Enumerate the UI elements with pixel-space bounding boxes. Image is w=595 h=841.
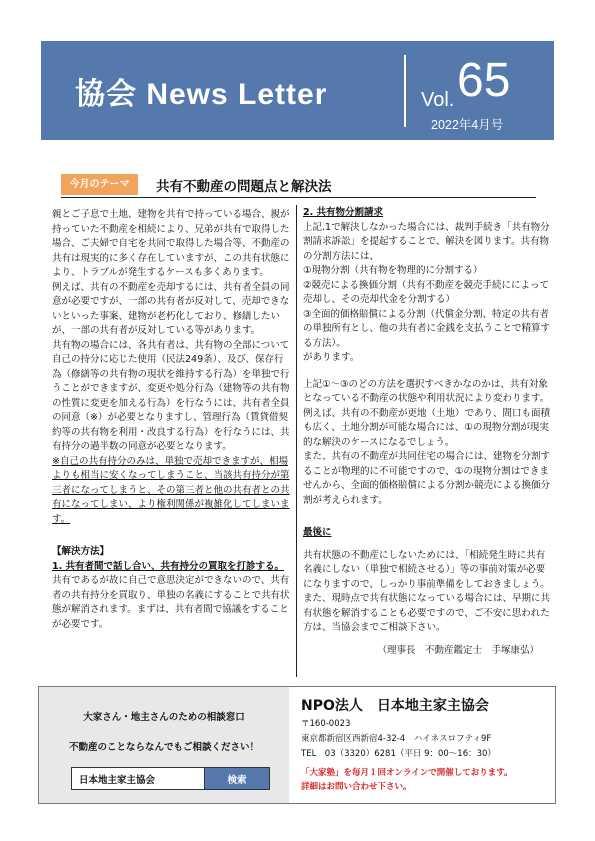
seminar-notice-detail: 詳細はお問い合わせ下さい。 <box>301 782 412 792</box>
telephone: TEL 03（3320）6281（平日 9：00～16：30） <box>301 749 496 759</box>
conclusion-text-2: また、現時点で共有状態になっている場合には、早期に共有状態を解消することも必要ですので、ご不安に思われた方は、当協会までご相談下さい。 <box>303 593 551 633</box>
method-3: ③全面的価格賠償による分割（代償金分割、特定の共有者の単独所有とし、他の共有者に金銭を支払うことで精算する方法）。 <box>303 308 551 349</box>
volume-number: 65 <box>457 54 511 107</box>
conclusion-text-1: 共有状態の不動産にしないためには、「相続発生時に共有名義にしない（単独で相続させる）」等の事前対策が必要になりますので、しっかり事前準備をしておきましょう。 <box>303 549 550 590</box>
postal-code: 〒160-0023 <box>301 719 351 729</box>
solution-2-heading: 2. 共有物分割請求 <box>303 207 384 218</box>
theme-rule <box>61 197 536 198</box>
banner-divider <box>404 55 406 127</box>
address: 東京都新宿区西新宿4-32-4 ハイネスロフティ9F <box>301 734 492 744</box>
seminar-notice: 「大家塾」を毎月１回オンラインで開催しております。 <box>301 768 513 778</box>
method-1: ①現物分割（共有物を物理的に分割する） <box>303 265 483 276</box>
footer-box <box>38 686 556 804</box>
solution-1-heading: 1. 共有者間で話し合い、共有持分の買取を打診する。 <box>52 560 285 572</box>
methods-end: があります。 <box>303 352 360 363</box>
newsletter-banner <box>41 41 554 140</box>
paragraph-example: 例えば、共有の不動産を売却するには、共有者全員の同意が必要ですが、一部の共有者が反対して、売却できないといった事案、建物が老朽化しており、修繕したいが、一部の共有者が反対している等があります。 <box>52 281 290 336</box>
org-name: NPO法人 日本地主家主協会 <box>301 698 489 714</box>
paragraph-apartment: また、共有の不動産が共同住宅の場合には、建物を分割することが物理的に不可能ですので、①の現物分割はできませんから、全面的価格賠償による分割か競売による換価分割が考えられます。 <box>303 451 551 506</box>
theme-badge: 今月のテーマ <box>61 174 138 195</box>
method-2: ②競売による換価分割（共有不動産を競売手続にによって売却し、その売却代金を分割する） <box>303 279 550 305</box>
solution-2-text: 上記.1で解決しなかった場合には、裁判手続き「共有物分割請求訴訟」を提起することで、解決を図ります。共有物の分割方法には、 <box>303 221 550 262</box>
newsletter-title: 協会 News Letter <box>75 78 328 111</box>
article-right-column <box>303 206 553 658</box>
solution-1-text: 共有であるが故に自己で意思決定ができないので、共有者の共有持分を買取り、単独の名義にすることで共有状態が解消されます。まずは、共有者間で協議をすることが必要です。 <box>52 575 290 630</box>
consult-panel <box>39 687 289 803</box>
paragraph-legal: 共有物の場合には、各共有者は、共有物の全部について自己の持分に応じた使用（民法249条）、及び、保存行為（修繕等の共有物の現状を維持する行為）を単独で行うことができますが、変更や処分行為（建物等の共有物の性質に変更を加える行為）を行なうには、共有者全員の同意（※）が必要となりますし、管理行為（賃貸借契約等の共有物を利用・改良する行為）を行なうには、共有持分の過半数の同意が必要となります。 <box>52 339 290 452</box>
conclusion-heading: 最後に <box>303 527 332 538</box>
search-box <box>71 767 270 790</box>
volume-label: Vol. <box>421 89 455 111</box>
solution-heading: 【解決方法】 <box>52 546 110 557</box>
issue-date: 2022年4月号 <box>431 118 504 132</box>
search-button[interactable]: 検索 <box>204 768 269 789</box>
column-separator <box>296 205 297 677</box>
search-input[interactable] <box>72 768 204 789</box>
consult-title: 大家さん・地主さんのための相談窓口 <box>83 712 245 723</box>
author-signature: （理事長 不動産鑑定士 手塚康弘） <box>377 644 539 656</box>
paragraph-choice: 上記①～③のどの方法を選択すべきかなのかは、共有対象となっている不動産の状態や利用状況により変わります。例えば、共有の不動産が更地（土地）であり、間口も面積も広く、土地分割が可能な場合には、①の現物分割が現実的な解決のケースになるでしょう。 <box>303 378 551 448</box>
paragraph-note: ※自己の共有持分のみは、単独で売却できますが、相場よりも相当に安くなってしまうこと、当該共有持分が第三者になってしまうと、その第三者と他の共有者との共有になってしまい、より権利関係が複雑化してしまいます。 <box>52 455 290 525</box>
consult-subtitle: 不動産のことならなんでもご相談ください！ <box>68 742 259 753</box>
paragraph-intro: 親とご子息で土地、建物を共有で持っている場合、親が持っていた不動産を相続により、兄弟が共有で取得した場合、ご夫婦で自宅を共同で取得した場合等、不動産の共有は現実的に多く存在していますが、この共有状態により、トラブルが発生するケースも多くあります。 <box>52 209 290 278</box>
theme-title: 共有不動産の問題点と解決法 <box>156 179 332 195</box>
article-left-column <box>52 208 292 632</box>
